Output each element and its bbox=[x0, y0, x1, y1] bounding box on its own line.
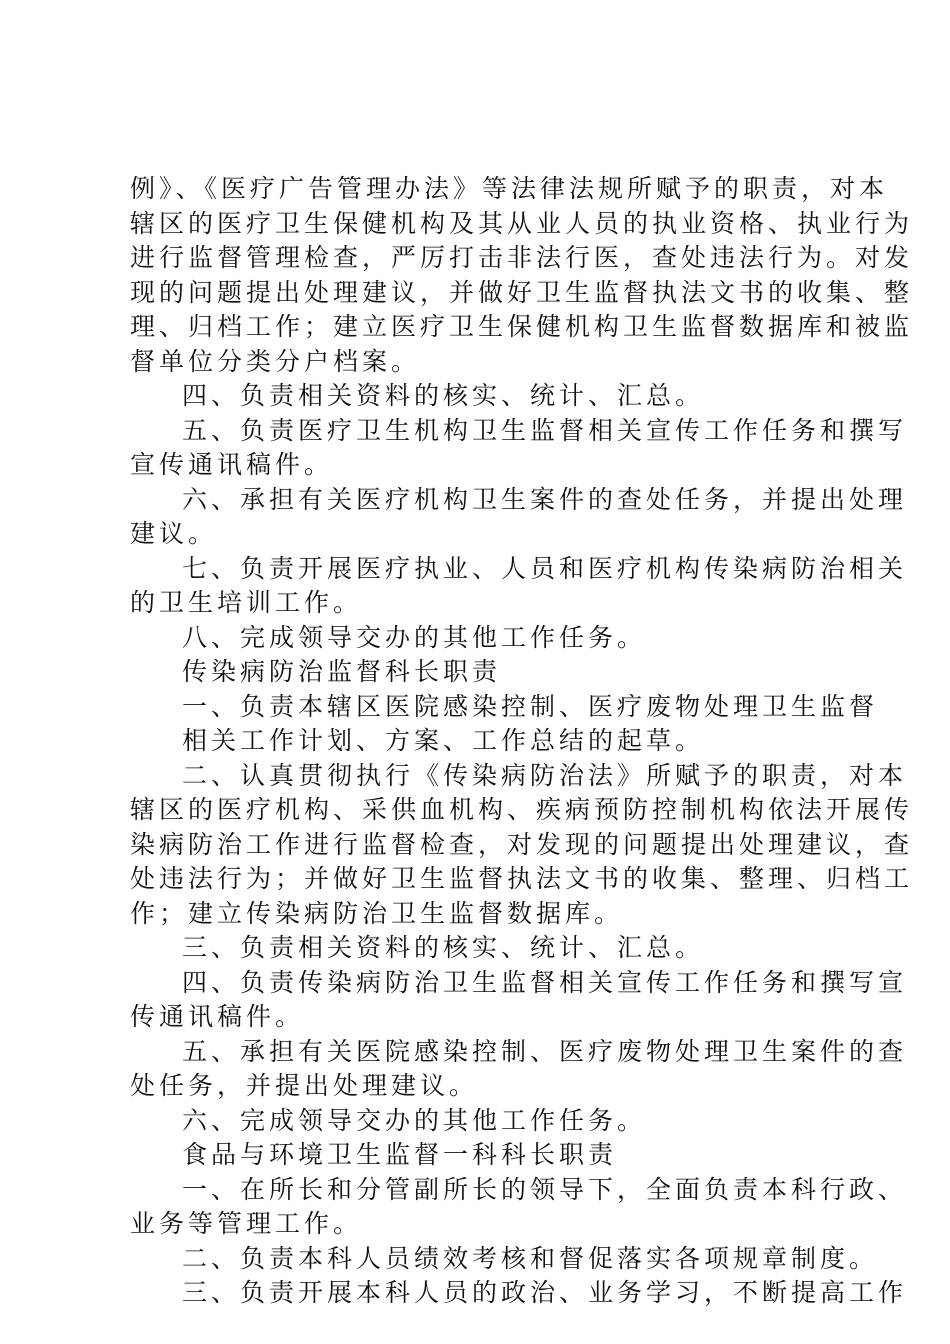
text-line: 辖区的医疗机构、采供血机构、疾病预防控制机构依法开展传 bbox=[130, 795, 914, 824]
text-line: 进行监督管理检查，严厉打击非法行医，查处违法行为。对发 bbox=[130, 243, 914, 272]
document-page bbox=[130, 172, 914, 1311]
section-heading: 食品与环境卫生监督一科科长职责 bbox=[182, 1140, 618, 1169]
text-line: 作；建立传染病防治卫生监督数据库。 bbox=[130, 898, 624, 928]
section-heading: 传染病防治监督科长职责 bbox=[182, 657, 502, 686]
text-line: 四、负责传染病防治卫生监督相关宣传工作任务和撰写宣 bbox=[182, 967, 908, 997]
text-line: 三、负责开展本科人员的政治、业务学习，不断提高工作 bbox=[182, 1278, 908, 1307]
text-line: 例》、《医疗广告管理办法》等法律法规所赋予的职责，对本 bbox=[130, 174, 889, 203]
text-line: 二、负责本科人员绩效考核和督促落实各项规章制度。 bbox=[182, 1243, 879, 1273]
text-line: 理、归档工作；建立医疗卫生保健机构卫生监督数据库和被监 bbox=[130, 312, 914, 341]
text-line: 四、负责相关资料的核实、统计、汇总。 bbox=[182, 381, 705, 410]
text-line: 业务等管理工作。 bbox=[130, 1209, 363, 1238]
text-line: 三、负责相关资料的核实、统计、汇总。 bbox=[182, 933, 705, 962]
text-line: 处任务，并提出处理建议。 bbox=[130, 1071, 479, 1100]
text-line: 宣传通讯稿件。 bbox=[130, 450, 334, 479]
text-line: 染病防治工作进行监督检查，对发现的问题提出处理建议，查 bbox=[130, 829, 914, 859]
text-line: 一、在所长和分管副所长的领导下，全面负责本科行政、 bbox=[182, 1174, 908, 1204]
text-line: 六、承担有关医疗机构卫生案件的查处任务，并提出处理 bbox=[182, 484, 908, 514]
text-line: 传通讯稿件。 bbox=[130, 1002, 305, 1031]
text-line: 七、负责开展医疗执业、人员和医疗机构传染病防治相关 bbox=[182, 553, 908, 583]
text-line: 一、负责本辖区医院感染控制、医疗废物处理卫生监督 bbox=[182, 691, 879, 721]
text-line: 相关工作计划、方案、工作总结的起草。 bbox=[182, 726, 705, 755]
text-line: 辖区的医疗卫生保健机构及其从业人员的执业资格、执业行为 bbox=[130, 208, 914, 238]
text-line: 的卫生培训工作。 bbox=[130, 588, 363, 617]
text-line: 五、承担有关医院感染控制、医疗废物处理卫生案件的查 bbox=[182, 1036, 908, 1066]
text-line: 二、认真贯彻执行《传染病防治法》所赋予的职责，对本 bbox=[182, 760, 908, 790]
text-line: 五、负责医疗卫生机构卫生监督相关宣传工作任务和撰写 bbox=[182, 415, 908, 445]
text-line: 建议。 bbox=[130, 519, 218, 548]
text-line: 现的问题提出处理建议，并做好卫生监督执法文书的收集、整 bbox=[130, 277, 914, 307]
text-line: 八、完成领导交办的其他工作任务。 bbox=[182, 622, 647, 652]
text-line: 六、完成领导交办的其他工作任务。 bbox=[182, 1105, 647, 1135]
text-line: 处违法行为；并做好卫生监督执法文书的收集、整理、归档工 bbox=[130, 864, 914, 893]
text-line: 督单位分类分户档案。 bbox=[130, 346, 421, 376]
